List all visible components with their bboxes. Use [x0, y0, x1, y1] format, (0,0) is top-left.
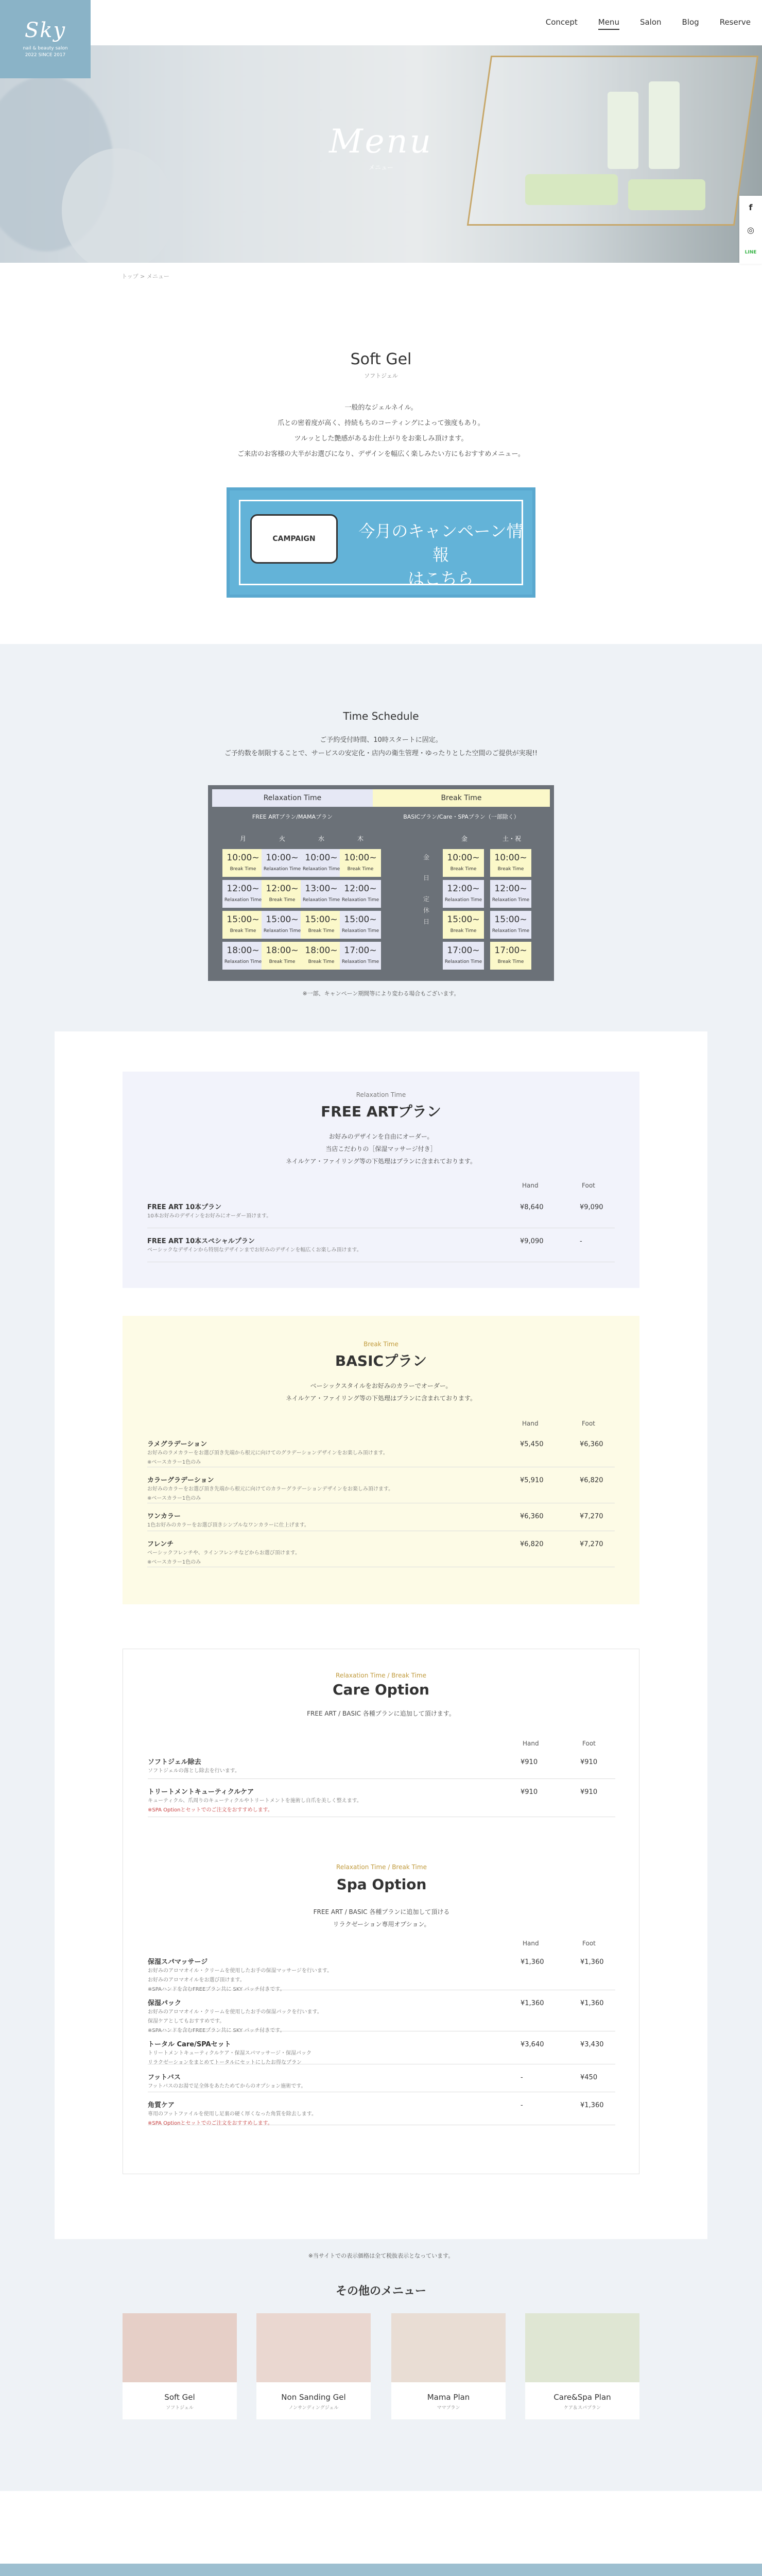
day-header: 木 [357, 835, 363, 842]
menu-card-subtitle: ソフトジェル [166, 2405, 194, 2411]
time-slot: 10:00~ Relaxation Time [301, 849, 342, 877]
menu-item-name: ソフトジェル除去 [148, 1758, 201, 1766]
time-slot: 13:00~ Relaxation Time [301, 880, 342, 908]
menu-item-desc: ※ベースカラー1色のみ [147, 1460, 201, 1465]
time-slot: 18:00~ Break Time [262, 942, 303, 970]
menu-item-name: カラーグラデーション [147, 1477, 214, 1484]
menu-item-name: FREE ART 10本スペシャルプラン [147, 1238, 255, 1245]
plan-left-label: FREE ARTプラン/MAMAプラン [252, 814, 333, 820]
foot-price: ¥6,360 [580, 1440, 603, 1448]
menu-item-desc: 10本お好みのデザインをお好みにオーダー頂けます。 [147, 1213, 272, 1219]
menu-item [148, 2099, 615, 2125]
foot-price: ¥6,820 [580, 1477, 603, 1484]
time-slot: 15:00~ Break Time [301, 911, 342, 939]
site-logo[interactable]: Sky nail & beauty salon 2022 SINCE 2017 [0, 0, 91, 78]
menu-item [147, 1511, 615, 1531]
plan-label: Break Time [363, 1341, 399, 1348]
plan-label: Relaxation Time [356, 1091, 406, 1098]
menu-item-name: 保湿スパマッサージ [148, 1958, 208, 1966]
site-header [0, 0, 762, 45]
foot-price: ¥910 [580, 1788, 598, 1796]
menu-item-name: フットバス [148, 2074, 181, 2081]
time-schedule-section [0, 710, 762, 760]
schedule-table [208, 785, 554, 981]
menu-item-desc: ベーシックフレンチや、ラインフレンチなどからお選び頂けます。 [147, 1550, 300, 1556]
nav-reserve[interactable]: Reserve [719, 18, 751, 27]
time-slot: 12:00~ Break Time [262, 880, 303, 908]
hand-price: ¥6,820 [520, 1540, 544, 1548]
schedule-title: Time Schedule [343, 710, 419, 722]
menu-item [148, 1997, 615, 2031]
menu-item-note: ※SPA Optionとセットでのご注文をおすすめします。 [148, 2121, 273, 2126]
menu-item-desc: お好みのラメカラーをお選び頂き先端から根元に向けてのグラデーションデザインをお楽しみ頂けます。 [147, 1450, 388, 1456]
menu-card-subtitle: ママプラン [437, 2405, 460, 2411]
menu-item-name: トリートメントキューティクルケア [148, 1788, 254, 1796]
menu-item-desc: 1色お好みのカラーをお選び頂きシンプルなワンカラーに仕上げます。 [147, 1522, 309, 1528]
plan-description: FREE ART / BASIC 各種プランに追加して頂けます。 [307, 1710, 455, 1717]
schedule-description: ご予約受付時間、10時スタートに固定。 ご予約数を制限することで、サービスの安定化・店内の衛生管理・ゆったりとした空間のご提供が実現!! [224, 736, 538, 757]
time-slot: 10:00~ Break Time [340, 849, 381, 877]
nav-concept[interactable]: Concept [545, 18, 578, 27]
menu-item [148, 1756, 615, 1779]
other-menu-card[interactable] [391, 2313, 506, 2419]
time-slot: 18:00~ Relaxation Time [222, 942, 264, 970]
time-slot: 15:00~ Relaxation Time [262, 911, 303, 939]
line-icon[interactable]: LINE [744, 250, 757, 255]
break-header: Break Time [373, 789, 550, 807]
other-menu-title: その他のメニュー [335, 2285, 426, 2298]
menu-item-name: FREE ART 10本プラン [147, 1204, 222, 1211]
hand-price: ¥6,360 [520, 1513, 544, 1520]
menu-item [147, 1235, 615, 1262]
time-slot: 17:00~ Relaxation Time [340, 942, 381, 970]
time-slot: 12:00~ Relaxation Time [490, 880, 531, 908]
hand-price: ¥1,360 [521, 1999, 544, 2007]
time-slot: 12:00~ Relaxation Time [340, 880, 381, 908]
menu-card-title: Non Sanding Gel [281, 2393, 346, 2402]
plan-title: BASICプラン [335, 1352, 427, 1369]
foot-price: ¥1,360 [580, 2102, 604, 2109]
time-slot: 15:00~ Relaxation Time [340, 911, 381, 939]
time-slot: 15:00~ Relaxation Time [490, 911, 531, 939]
nav-salon[interactable]: Salon [639, 18, 662, 27]
section-subtitle: ソフトジェル [364, 372, 398, 379]
foot-price: ¥450 [580, 2074, 598, 2081]
basic-plan-box [123, 1316, 639, 1604]
hand-price: ¥5,450 [520, 1440, 544, 1448]
menu-item [148, 1786, 615, 1817]
campaign-bubble: CAMPAIGN [250, 514, 338, 564]
soft-gel-section [0, 350, 762, 462]
menu-card-subtitle: ノンサンディングジェル [288, 2405, 339, 2411]
plan-title: Spa Option [336, 1876, 427, 1893]
other-menu-card[interactable] [256, 2313, 371, 2419]
relaxation-header: Relaxation Time [212, 789, 373, 807]
hand-price: ¥3,640 [521, 2041, 544, 2048]
hand-price: ¥910 [521, 1758, 538, 1766]
free-art-plan-box [123, 1072, 639, 1288]
menu-item-desc: リラクゼーションをまとめてトータルにセットにしたお得なプラン [148, 2060, 302, 2065]
other-menu-card[interactable] [123, 2313, 237, 2419]
menu-item-desc: ソフトジェルの落とし除去を行います。 [148, 1768, 240, 1774]
foot-price: ¥910 [580, 1758, 598, 1766]
menu-item-desc: お好みのカラーをお選び頂き先端から根元に向けてのカラーグラデーションデザインをお楽しみ頂けます。 [147, 1486, 394, 1492]
hand-price: - [521, 2074, 523, 2081]
menu-card-subtitle: ケア＆スパプラン [563, 2405, 601, 2411]
time-slot: 15:00~ Break Time [222, 911, 264, 939]
plan-label: Relaxation Time / Break Time [336, 1672, 426, 1679]
hand-price: - [521, 2102, 523, 2109]
site-footer [0, 2564, 762, 2576]
menu-item-desc: 専用のフットファイルを使用し足裏の硬く厚くなった角質を除去します。 [148, 2111, 317, 2117]
plan-title: FREE ARTプラン [321, 1103, 441, 1120]
time-slot: 12:00~ Relaxation Time [222, 880, 264, 908]
hand-header: Hand [522, 1420, 539, 1427]
time-slot: 12:00~ Relaxation Time [443, 880, 484, 908]
menu-item-name: ワンカラー [147, 1513, 181, 1520]
plan-description: ベーシックスタイルをお好みのカラーでオーダー。 ネイルケア・ファイリング等の下処理はプランに含まれております。 [285, 1382, 477, 1402]
time-slot: 10:00~ Break Time [443, 849, 484, 877]
instagram-icon[interactable]: ◎ [747, 225, 754, 235]
foot-price: ¥1,360 [580, 1999, 604, 2007]
breadcrumb[interactable]: トップ > メニュー [122, 273, 169, 280]
time-slot: 10:00~ Relaxation Time [262, 849, 303, 877]
campaign-banner[interactable] [227, 487, 535, 598]
menu-item [148, 2039, 615, 2064]
foot-header: Foot [582, 1740, 596, 1747]
menu-thumbnail [391, 2313, 506, 2382]
day-header: 火 [279, 835, 285, 842]
menu-item-name: フレンチ [147, 1540, 174, 1548]
plan-title: Care Option [333, 1681, 429, 1698]
time-slot: 15:00~ Break Time [443, 911, 484, 939]
hand-price: ¥8,640 [520, 1204, 544, 1211]
closed-day-label: 金 [423, 854, 429, 861]
section-description: 一般的なジェルネイル。 爪との密着度が高く、持続もちのコーティングによって強度もあり。 ツルッとした艶感があるお仕上がりをお楽しみ頂けます。 ご来店のお客様の大半がお選びになり、デザインを幅広く楽しみたい方にもおすすめメニュー。 [237, 404, 525, 458]
menu-item [147, 1201, 615, 1228]
hand-price: ¥5,910 [520, 1477, 544, 1484]
menu-thumbnail [123, 2313, 237, 2382]
time-slot: 17:00~ Break Time [490, 942, 531, 970]
day-header: 水 [318, 835, 324, 842]
menu-item [147, 1538, 615, 1567]
menu-item-name: 保湿パック [148, 1999, 182, 2007]
foot-price: ¥9,090 [580, 1204, 603, 1211]
hand-price: ¥910 [521, 1788, 538, 1796]
foot-header: Foot [582, 1940, 596, 1947]
menu-item-desc: ベーシックなデザインから特別なデザインまでお好みのデザインを幅広くお楽しみ頂けます。 [147, 1247, 362, 1253]
time-slot: 17:00~ Relaxation Time [443, 942, 484, 970]
day-header: 金 [461, 835, 467, 842]
other-menu-card[interactable] [525, 2313, 639, 2419]
day-header: 月 [239, 835, 246, 842]
other-menu-section [0, 2251, 762, 2298]
tax-note: ※当サイトでの表示価格は全て税抜表示となっています。 [308, 2252, 454, 2259]
nav-menu[interactable]: Menu [598, 18, 619, 30]
menu-item-desc: ※ベースカラー1色のみ [147, 1496, 201, 1501]
foot-price: ¥7,270 [580, 1513, 603, 1520]
foot-header: Foot [582, 1420, 595, 1427]
hand-price: ¥9,090 [520, 1238, 544, 1245]
menu-item [148, 1956, 615, 1990]
menu-item-desc: お好みのアロマオイル・クリームを使用したお手の保湿パックを行います。 [148, 2009, 322, 2015]
global-nav [546, 18, 751, 30]
foot-price: - [580, 1238, 582, 1245]
hand-header: Hand [522, 1182, 539, 1189]
campaign-text: 今月のキャンペーン情報 はこちら [358, 521, 523, 588]
menu-item-desc: ※SPAハンドを含むFREEプラン共に SKY パッチ付きです。 [148, 2028, 285, 2033]
foot-header: Foot [582, 1182, 595, 1189]
menu-item [147, 1438, 615, 1467]
menu-item-desc: フットバスのお湯で足全体をあたためてからのオプション施術です。 [148, 2083, 306, 2089]
hero-banner [0, 45, 762, 263]
facebook-icon[interactable]: f [749, 202, 753, 212]
closed-day-label: 定休日 [423, 895, 429, 925]
menu-item-desc: キューティクル、爪周りのキューティクルやトリートメントを施術し自爪を美しく整えます。 [148, 1798, 362, 1804]
menu-card-title: Care&Spa Plan [553, 2393, 611, 2402]
menu-thumbnail [525, 2313, 639, 2382]
menu-item [147, 1475, 615, 1503]
plan-description: お好みのデザインを自由にオーダー。 当店こだわりの［保湿マッサージ付き］ ネイルケア・ファイリング等の下処理はプランに含まれております。 [285, 1133, 477, 1165]
menu-item [148, 2072, 615, 2092]
time-slot: 10:00~ Break Time [222, 849, 264, 877]
menu-card-title: Mama Plan [427, 2393, 470, 2402]
section-title: Soft Gel [350, 350, 412, 368]
plan-right-label: BASICプラン/Care・SPAプラン（一部除く） [403, 814, 519, 820]
hero-title: Menu [329, 123, 433, 161]
schedule-note: ※一部、キャンペーン期間等により変わる場合もございます。 [302, 990, 460, 997]
care-spa-box [123, 1649, 639, 2174]
menu-item-name: トータル Care/SPAセット [148, 2041, 231, 2048]
time-slot: 18:00~ Break Time [301, 942, 342, 970]
menu-item-desc: ※ベースカラー1色のみ [147, 1560, 201, 1565]
plan-label: Relaxation Time / Break Time [336, 1863, 427, 1871]
menu-item-desc: トリートメントキューティクルケア・保湿スパマッサージ・保湿パック [148, 2050, 311, 2056]
foot-price: ¥7,270 [580, 1540, 603, 1548]
menu-item-name: ラメグラデーション [147, 1440, 207, 1448]
menu-thumbnail [256, 2313, 371, 2382]
menu-card-title: Soft Gel [164, 2393, 195, 2402]
menu-item-desc: お好みのアロマオイルをお選び頂けます。 [148, 1977, 245, 1983]
foot-price: ¥3,430 [580, 2041, 604, 2048]
hand-price: ¥1,360 [521, 1958, 544, 1966]
menu-item-desc: ※SPAハンドを含むFREEプラン共に SKY パッチ付きです。 [148, 1987, 285, 1992]
menu-item-desc: 保湿ケアとしてもおすすめです。 [148, 2019, 225, 2024]
menu-item-note: ※SPA Optionとセットでのご注文をおすすめします。 [148, 1807, 273, 1813]
menu-item-desc: お好みのアロマオイル・クリームを使用したお手の保湿マッサージを行います。 [148, 1968, 333, 1974]
hand-header: Hand [523, 1740, 539, 1747]
social-sidebar [739, 196, 762, 264]
time-slot: 10:00~ Break Time [490, 849, 531, 877]
hand-header: Hand [523, 1940, 539, 1947]
plan-description: FREE ART / BASIC 各種プランに追加して頂ける リラクゼーション専用オプション。 [313, 1908, 450, 1928]
nav-blog[interactable]: Blog [682, 18, 699, 27]
closed-day-label: 日 [423, 874, 429, 882]
day-header: 土・祝 [502, 835, 521, 842]
foot-price: ¥1,360 [580, 1958, 604, 1966]
menu-item-name: 角質ケア [148, 2102, 175, 2109]
hero-subtitle: メニュー [368, 164, 393, 171]
